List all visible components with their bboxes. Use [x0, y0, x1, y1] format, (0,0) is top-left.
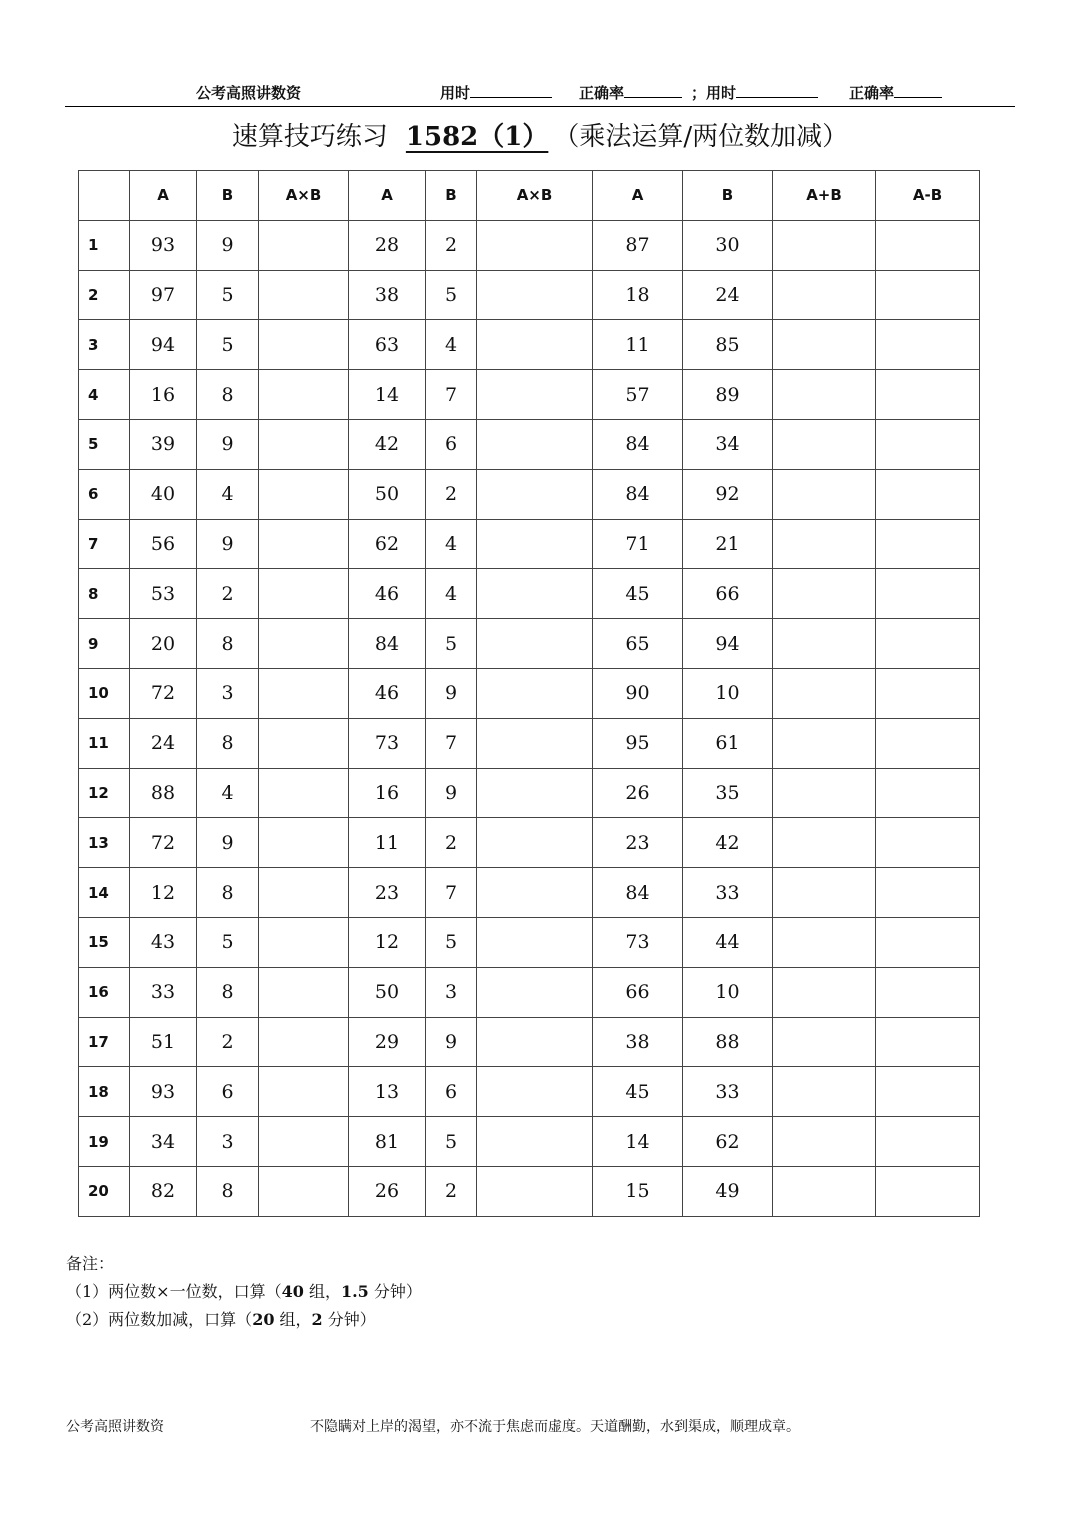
operand-a-cell: 65: [593, 619, 683, 669]
product-answer-cell[interactable]: [259, 718, 349, 768]
operand-b-cell: 2: [197, 1017, 259, 1067]
product-answer-cell[interactable]: [477, 868, 593, 918]
operand-a-cell: 82: [130, 1166, 197, 1216]
product-answer-cell[interactable]: [477, 917, 593, 967]
operand-a-cell: 26: [349, 1166, 426, 1216]
operand-b-cell: 42: [683, 818, 773, 868]
table-row: [79, 519, 980, 569]
operand-a-cell: 53: [130, 569, 197, 619]
operand-b-cell: 7: [426, 868, 477, 918]
operand-b-cell: 6: [426, 1067, 477, 1117]
difference-answer-cell[interactable]: [876, 619, 980, 669]
page-title: [0, 116, 1080, 153]
operand-a-cell: 29: [349, 1017, 426, 1067]
product-answer-cell[interactable]: [477, 818, 593, 868]
operand-a-cell: 57: [593, 370, 683, 420]
table-row: [79, 370, 980, 420]
operand-b-cell: 9: [197, 419, 259, 469]
operand-b-cell: 3: [197, 668, 259, 718]
product-answer-cell[interactable]: [477, 768, 593, 818]
product-answer-cell[interactable]: [477, 370, 593, 420]
product-answer-cell[interactable]: [477, 1017, 593, 1067]
product-answer-cell[interactable]: [259, 419, 349, 469]
note-2-time: 2: [311, 1310, 323, 1329]
operand-b-cell: 6: [197, 1067, 259, 1117]
column-header: A: [593, 171, 683, 221]
sum-answer-cell[interactable]: [773, 768, 876, 818]
operand-a-cell: 39: [130, 419, 197, 469]
operand-a-cell: 73: [593, 917, 683, 967]
operand-a-cell: 23: [593, 818, 683, 868]
time-field-1[interactable]: [440, 82, 552, 103]
note-1-prefix: （1）两位数×一位数，口算（: [66, 1282, 282, 1301]
operand-b-cell: 8: [197, 718, 259, 768]
sum-answer-cell[interactable]: [773, 419, 876, 469]
header-separator: ；: [691, 84, 707, 102]
note-2-suffix: 分钟）: [322, 1310, 376, 1329]
note-2-mid: 组，: [274, 1310, 312, 1329]
operand-a-cell: 13: [349, 1067, 426, 1117]
title-subtitle: （乘法运算/两位数加减）: [566, 122, 849, 152]
operand-b-cell: 8: [197, 370, 259, 420]
operand-b-cell: 8: [197, 1166, 259, 1216]
table-header-row: [79, 171, 980, 221]
operand-a-cell: 11: [349, 818, 426, 868]
row-number: 2: [79, 270, 130, 320]
product-answer-cell[interactable]: [477, 220, 593, 270]
product-answer-cell[interactable]: [259, 370, 349, 420]
operand-a-cell: 45: [593, 1067, 683, 1117]
header-divider: [65, 106, 1015, 107]
sum-answer-cell[interactable]: [773, 619, 876, 669]
column-header: A-B: [876, 171, 980, 221]
table-row: [79, 220, 980, 270]
operand-b-cell: 33: [683, 868, 773, 918]
title-code: 1582（1）: [405, 122, 549, 152]
operand-a-cell: 45: [593, 569, 683, 619]
product-answer-cell[interactable]: [259, 320, 349, 370]
difference-answer-cell[interactable]: [876, 768, 980, 818]
operand-b-cell: 44: [683, 917, 773, 967]
difference-answer-cell[interactable]: [876, 917, 980, 967]
table-row: [79, 469, 980, 519]
operand-b-cell: 89: [683, 370, 773, 420]
operand-a-cell: 95: [593, 718, 683, 768]
difference-answer-cell[interactable]: [876, 220, 980, 270]
operand-b-cell: 4: [426, 519, 477, 569]
row-number: 14: [79, 868, 130, 918]
table-row: [79, 419, 980, 469]
operand-b-cell: 8: [197, 967, 259, 1017]
operand-a-cell: 18: [593, 270, 683, 320]
notes-section: [66, 1250, 422, 1334]
operand-a-cell: 84: [593, 868, 683, 918]
note-line-1: [66, 1278, 422, 1306]
operand-a-cell: 16: [349, 768, 426, 818]
operand-a-cell: 84: [593, 469, 683, 519]
operand-a-cell: 26: [593, 768, 683, 818]
operand-b-cell: 9: [197, 818, 259, 868]
difference-answer-cell[interactable]: [876, 270, 980, 320]
operand-a-cell: 28: [349, 220, 426, 270]
operand-b-cell: 35: [683, 768, 773, 818]
row-number: 15: [79, 917, 130, 967]
note-1-time: 1.5: [340, 1282, 369, 1301]
sum-answer-cell[interactable]: [773, 370, 876, 420]
table-row: [79, 917, 980, 967]
note-line-2: [66, 1306, 422, 1334]
product-answer-cell[interactable]: [259, 1166, 349, 1216]
note-1-count: 40: [281, 1282, 304, 1301]
operand-a-cell: 84: [349, 619, 426, 669]
column-header: A: [349, 171, 426, 221]
operand-a-cell: 71: [593, 519, 683, 569]
sum-answer-cell[interactable]: [773, 569, 876, 619]
accuracy-field-2[interactable]: [849, 82, 942, 103]
column-header: A×B: [477, 171, 593, 221]
operand-b-cell: 9: [426, 768, 477, 818]
product-answer-cell[interactable]: [477, 569, 593, 619]
row-number: 16: [79, 967, 130, 1017]
operand-b-cell: 5: [426, 619, 477, 669]
difference-answer-cell[interactable]: [876, 1017, 980, 1067]
product-answer-cell[interactable]: [477, 1067, 593, 1117]
operand-a-cell: 97: [130, 270, 197, 320]
accuracy-blank-1[interactable]: [624, 83, 682, 98]
product-answer-cell[interactable]: [259, 668, 349, 718]
row-number: 6: [79, 469, 130, 519]
table-row: [79, 619, 980, 669]
operand-b-cell: 4: [426, 569, 477, 619]
table-row: [79, 320, 980, 370]
operand-b-cell: 66: [683, 569, 773, 619]
row-number: 5: [79, 419, 130, 469]
product-answer-cell[interactable]: [259, 519, 349, 569]
operand-b-cell: 5: [197, 320, 259, 370]
operand-b-cell: 9: [426, 1017, 477, 1067]
operand-b-cell: 49: [683, 1166, 773, 1216]
difference-answer-cell[interactable]: [876, 419, 980, 469]
footer-brand: 公考高照讲数资: [66, 1419, 164, 1435]
operand-a-cell: 73: [349, 718, 426, 768]
operand-b-cell: 5: [197, 270, 259, 320]
operand-a-cell: 87: [593, 220, 683, 270]
operand-a-cell: 90: [593, 668, 683, 718]
operand-a-cell: 93: [130, 1067, 197, 1117]
operand-b-cell: 85: [683, 320, 773, 370]
operand-a-cell: 34: [130, 1117, 197, 1167]
operand-b-cell: 10: [683, 967, 773, 1017]
operand-a-cell: 62: [349, 519, 426, 569]
operand-b-cell: 34: [683, 419, 773, 469]
table-row: [79, 818, 980, 868]
operand-b-cell: 94: [683, 619, 773, 669]
operand-b-cell: 9: [426, 668, 477, 718]
table-row: [79, 270, 980, 320]
table-row: [79, 668, 980, 718]
accuracy-label-2: 正确率: [849, 84, 895, 102]
operand-b-cell: 8: [197, 868, 259, 918]
operand-a-cell: 16: [130, 370, 197, 420]
column-header: B: [426, 171, 477, 221]
operand-b-cell: 30: [683, 220, 773, 270]
product-answer-cell[interactable]: [477, 718, 593, 768]
product-answer-cell[interactable]: [259, 1017, 349, 1067]
operand-a-cell: 66: [593, 967, 683, 1017]
sum-answer-cell[interactable]: [773, 519, 876, 569]
product-answer-cell[interactable]: [477, 1117, 593, 1167]
product-answer-cell[interactable]: [259, 967, 349, 1017]
note-2-prefix: （2）两位数加减，口算（: [66, 1310, 253, 1329]
operand-b-cell: 9: [197, 220, 259, 270]
operand-b-cell: 3: [426, 967, 477, 1017]
product-answer-cell[interactable]: [259, 917, 349, 967]
row-number: 4: [79, 370, 130, 420]
operand-b-cell: 8: [197, 619, 259, 669]
difference-answer-cell[interactable]: [876, 569, 980, 619]
product-answer-cell[interactable]: [259, 220, 349, 270]
difference-answer-cell[interactable]: [876, 519, 980, 569]
difference-answer-cell[interactable]: [876, 967, 980, 1017]
notes-heading: 备注：: [66, 1254, 115, 1273]
operand-b-cell: 24: [683, 270, 773, 320]
operand-b-cell: 5: [426, 917, 477, 967]
operand-a-cell: 42: [349, 419, 426, 469]
sum-answer-cell[interactable]: [773, 1166, 876, 1216]
row-number: 13: [79, 818, 130, 868]
sum-answer-cell[interactable]: [773, 818, 876, 868]
sum-answer-cell[interactable]: [773, 917, 876, 967]
product-answer-cell[interactable]: [259, 1067, 349, 1117]
operand-a-cell: 46: [349, 668, 426, 718]
operand-b-cell: 2: [426, 220, 477, 270]
practice-table: [78, 170, 980, 1217]
sum-answer-cell[interactable]: [773, 868, 876, 918]
difference-answer-cell[interactable]: [876, 818, 980, 868]
product-answer-cell[interactable]: [259, 569, 349, 619]
time-blank-1[interactable]: [470, 83, 552, 98]
product-answer-cell[interactable]: [259, 818, 349, 868]
operand-a-cell: 12: [349, 917, 426, 967]
row-number: 9: [79, 619, 130, 669]
product-answer-cell[interactable]: [477, 519, 593, 569]
row-number: 18: [79, 1067, 130, 1117]
table-row: [79, 569, 980, 619]
operand-b-cell: 5: [197, 917, 259, 967]
operand-b-cell: 2: [426, 818, 477, 868]
product-answer-cell[interactable]: [477, 419, 593, 469]
operand-b-cell: 21: [683, 519, 773, 569]
difference-answer-cell[interactable]: [876, 718, 980, 768]
row-number: 11: [79, 718, 130, 768]
operand-a-cell: 43: [130, 917, 197, 967]
table-row: [79, 967, 980, 1017]
operand-a-cell: 14: [349, 370, 426, 420]
product-answer-cell[interactable]: [259, 768, 349, 818]
sum-answer-cell[interactable]: [773, 320, 876, 370]
table-row: [79, 868, 980, 918]
sum-answer-cell[interactable]: [773, 220, 876, 270]
operand-a-cell: 46: [349, 569, 426, 619]
operand-b-cell: 7: [426, 370, 477, 420]
operand-a-cell: 88: [130, 768, 197, 818]
note-1-mid: 组，: [303, 1282, 341, 1301]
sum-answer-cell[interactable]: [773, 1067, 876, 1117]
table-row: [79, 718, 980, 768]
table-row: [79, 1017, 980, 1067]
difference-answer-cell[interactable]: [876, 370, 980, 420]
operand-b-cell: 3: [197, 1117, 259, 1167]
product-answer-cell[interactable]: [259, 868, 349, 918]
difference-answer-cell[interactable]: [876, 469, 980, 519]
table-row: [79, 1067, 980, 1117]
operand-a-cell: 11: [593, 320, 683, 370]
row-number: 12: [79, 768, 130, 818]
difference-answer-cell[interactable]: [876, 1067, 980, 1117]
note-2-count: 20: [252, 1310, 275, 1329]
sum-answer-cell[interactable]: [773, 1017, 876, 1067]
operand-b-cell: 62: [683, 1117, 773, 1167]
operand-b-cell: 10: [683, 668, 773, 718]
operand-b-cell: 4: [197, 469, 259, 519]
operand-a-cell: 51: [130, 1017, 197, 1067]
title-prefix: 速算技巧练习: [231, 122, 388, 152]
footer-motto: 不隐瞒对上岸的渴望，亦不流于焦虑而虚度。天道酬勤，水到渠成，顺理成章。: [310, 1419, 800, 1435]
operand-a-cell: 50: [349, 469, 426, 519]
difference-answer-cell[interactable]: [876, 1166, 980, 1216]
header-brand: 公考高照讲数资: [196, 84, 302, 102]
sum-answer-cell[interactable]: [773, 718, 876, 768]
operand-a-cell: 94: [130, 320, 197, 370]
column-header: A: [130, 171, 197, 221]
operand-a-cell: 38: [349, 270, 426, 320]
operand-a-cell: 72: [130, 668, 197, 718]
operand-b-cell: 92: [683, 469, 773, 519]
time-label-1: 用时: [440, 84, 471, 102]
table-row: [79, 1117, 980, 1167]
time-field-2[interactable]: [691, 82, 818, 103]
difference-answer-cell[interactable]: [876, 320, 980, 370]
note-1-suffix: 分钟）: [368, 1282, 422, 1301]
operand-a-cell: 81: [349, 1117, 426, 1167]
sum-answer-cell[interactable]: [773, 668, 876, 718]
column-header: A+B: [773, 171, 876, 221]
operand-b-cell: 5: [426, 1117, 477, 1167]
table-row: [79, 1166, 980, 1216]
row-number: 17: [79, 1017, 130, 1067]
product-answer-cell[interactable]: [259, 270, 349, 320]
row-number: 1: [79, 220, 130, 270]
operand-b-cell: 2: [426, 1166, 477, 1216]
operand-a-cell: 50: [349, 967, 426, 1017]
operand-a-cell: 38: [593, 1017, 683, 1067]
column-header: B: [683, 171, 773, 221]
operand-b-cell: 6: [426, 419, 477, 469]
product-answer-cell[interactable]: [477, 619, 593, 669]
operand-a-cell: 12: [130, 868, 197, 918]
operand-b-cell: 5: [426, 270, 477, 320]
row-number: 20: [79, 1166, 130, 1216]
product-answer-cell[interactable]: [259, 619, 349, 669]
time-label-2: 用时: [706, 84, 737, 102]
difference-answer-cell[interactable]: [876, 1117, 980, 1167]
header-bar: [0, 80, 1080, 104]
operand-a-cell: 20: [130, 619, 197, 669]
operand-b-cell: 2: [197, 569, 259, 619]
operand-a-cell: 84: [593, 419, 683, 469]
sum-answer-cell[interactable]: [773, 469, 876, 519]
column-header: [79, 171, 130, 221]
product-answer-cell[interactable]: [259, 469, 349, 519]
operand-b-cell: 9: [197, 519, 259, 569]
operand-a-cell: 56: [130, 519, 197, 569]
accuracy-blank-2[interactable]: [894, 83, 942, 98]
row-number: 7: [79, 519, 130, 569]
product-answer-cell[interactable]: [477, 320, 593, 370]
operand-b-cell: 33: [683, 1067, 773, 1117]
column-header: B: [197, 171, 259, 221]
row-number: 3: [79, 320, 130, 370]
product-answer-cell[interactable]: [259, 1117, 349, 1167]
operand-a-cell: 23: [349, 868, 426, 918]
accuracy-field-1[interactable]: [579, 82, 682, 103]
operand-b-cell: 7: [426, 718, 477, 768]
table-row: [79, 768, 980, 818]
operand-a-cell: 24: [130, 718, 197, 768]
column-header: A×B: [259, 171, 349, 221]
operand-b-cell: 2: [426, 469, 477, 519]
row-number: 8: [79, 569, 130, 619]
difference-answer-cell[interactable]: [876, 868, 980, 918]
product-answer-cell[interactable]: [477, 270, 593, 320]
row-number: 10: [79, 668, 130, 718]
operand-b-cell: 88: [683, 1017, 773, 1067]
operand-a-cell: 40: [130, 469, 197, 519]
sum-answer-cell[interactable]: [773, 967, 876, 1017]
operand-a-cell: 15: [593, 1166, 683, 1216]
operand-b-cell: 4: [197, 768, 259, 818]
sum-answer-cell[interactable]: [773, 1117, 876, 1167]
operand-a-cell: 63: [349, 320, 426, 370]
operand-a-cell: 72: [130, 818, 197, 868]
product-answer-cell[interactable]: [477, 469, 593, 519]
time-blank-2[interactable]: [736, 83, 818, 98]
difference-answer-cell[interactable]: [876, 668, 980, 718]
product-answer-cell[interactable]: [477, 1166, 593, 1216]
product-answer-cell[interactable]: [477, 668, 593, 718]
operand-a-cell: 33: [130, 967, 197, 1017]
operand-a-cell: 93: [130, 220, 197, 270]
operand-a-cell: 14: [593, 1117, 683, 1167]
row-number: 19: [79, 1117, 130, 1167]
product-answer-cell[interactable]: [477, 967, 593, 1017]
accuracy-label-1: 正确率: [579, 84, 625, 102]
sum-answer-cell[interactable]: [773, 270, 876, 320]
operand-b-cell: 4: [426, 320, 477, 370]
operand-b-cell: 61: [683, 718, 773, 768]
